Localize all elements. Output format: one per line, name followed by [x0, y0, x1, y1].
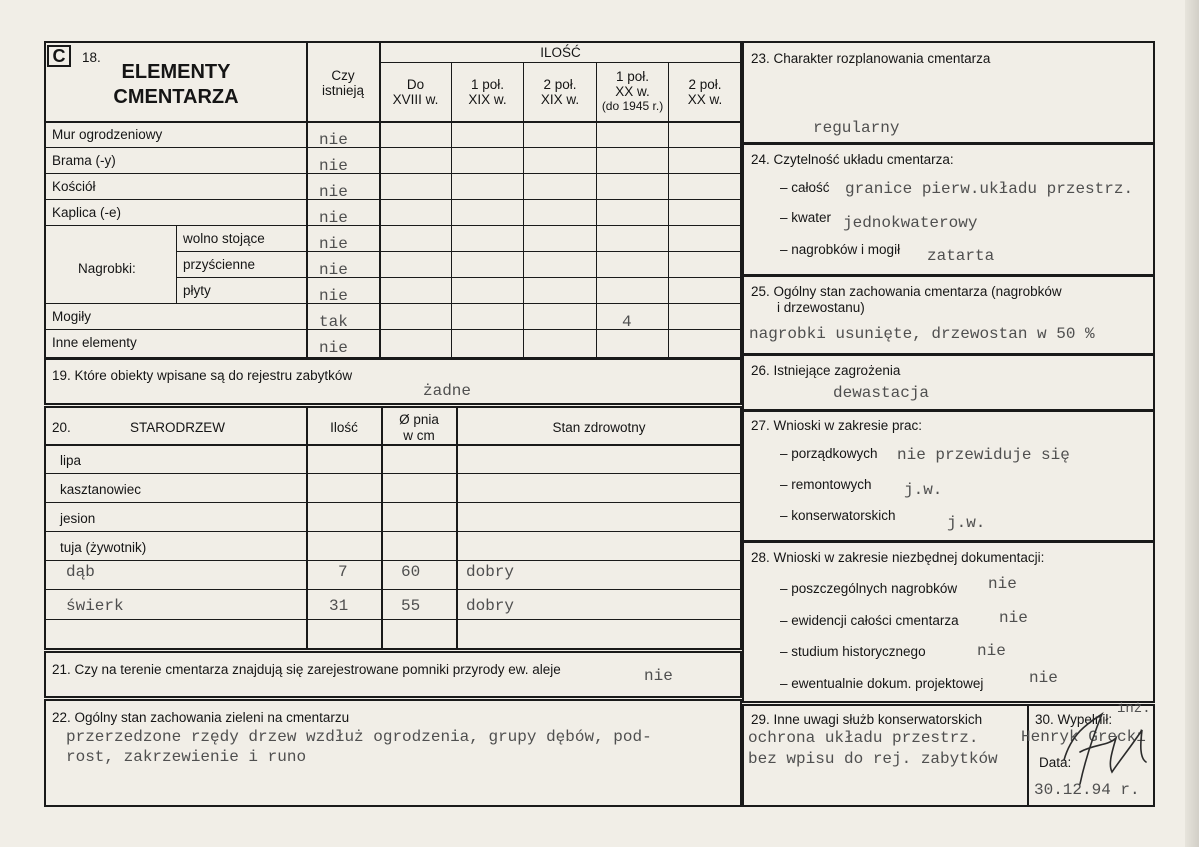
preservation-label-1: 25. Ogólny stan zachowania cmentarza (nagrobków — [751, 284, 1062, 299]
threats-value: dewastacja — [833, 384, 930, 402]
col-2pol-xix-2: XIX w. — [540, 92, 580, 107]
tree-kasztanowiec: kasztanowiec — [60, 482, 142, 497]
greenery-line-2: rost, zakrzewienie i runo — [66, 748, 307, 766]
nature-monuments-label: 21. Czy na terenie cmentarza znajdują się zarejestrowane pomniki przyrody ew. aleje — [52, 662, 561, 677]
work-konserwatorskie-label: – konserwatorskich — [780, 508, 896, 523]
row-label-przyscienne: przyścienne — [183, 257, 256, 272]
work-porzadkowe-value: nie przewiduje się — [897, 446, 1070, 464]
other-remarks-label: 29. Inne uwagi służb konserwatorskich — [751, 712, 983, 727]
nature-monuments-value: nie — [644, 667, 673, 685]
row-label-brama: Brama (-y) — [52, 153, 116, 168]
doc-studium-value: nie — [977, 642, 1006, 660]
documentation-label: 28. Wnioski w zakresie niezbędnej dokumentacji: — [751, 550, 1045, 565]
preservation-value: nagrobki usunięte, drzewostan w 50 % — [749, 325, 1095, 343]
value-plyty: nie — [319, 287, 348, 305]
date-label: Data: — [1039, 755, 1072, 770]
col-2pol-xx-2: XX w. — [687, 92, 723, 107]
col-1pol-xix-2: XIX w. — [468, 92, 507, 107]
value-mur: nie — [319, 131, 348, 149]
col-2pol-xx-1: 2 poł. — [688, 77, 722, 92]
work-konserwatorskie-value: j.w. — [947, 514, 986, 532]
tree-dab-name: dąb — [66, 563, 95, 581]
filled-by-title: inż. — [1117, 701, 1151, 717]
trees-col-pnia-1: Ø pnia — [399, 412, 439, 427]
col-1pol-xx-3: (do 1945 r.) — [601, 99, 664, 113]
other-remarks-line-1: ochrona układu przestrz. — [748, 729, 979, 747]
other-remarks-line-2: bez wpisu do rej. zabytków — [748, 750, 998, 768]
value-kosciol: nie — [319, 183, 348, 201]
row-label-mogily: Mogiły — [52, 309, 92, 324]
tree-tuja: tuja (żywotnik) — [60, 540, 147, 555]
tree-swierk-count: 31 — [329, 597, 349, 615]
work-remontowe-label: – remontowych — [780, 477, 872, 492]
ilosc-header: ILOŚĆ — [540, 45, 581, 60]
layout-character-label: 23. Charakter rozplanowania cmentarza — [751, 51, 991, 66]
tree-dab-state: dobry — [466, 563, 515, 581]
col-do-xviii-2: XVIII w. — [392, 92, 439, 107]
legibility-calosc-label: – całość — [780, 180, 830, 195]
section-number: 18. — [82, 50, 101, 65]
threats-label: 26. Istniejące zagrożenia — [751, 363, 901, 378]
value-inne: nie — [319, 339, 348, 357]
col-2pol-xix-1: 2 poł. — [543, 77, 577, 92]
col-do-xviii-1: Do — [406, 77, 425, 92]
doc-nagrobki-value: nie — [988, 575, 1017, 593]
czy-istnieja-1: Czy — [331, 68, 355, 83]
work-remontowe-value: j.w. — [904, 481, 943, 499]
section-title-1: ELEMENTY — [121, 61, 231, 83]
greenery-line-1: przerzedzone rzędy drzew wzdłuż ogrodzenia, grupy dębów, pod- — [66, 728, 652, 746]
row-label-kaplica: Kaplica (-e) — [52, 205, 122, 220]
filled-by-name: Henryk Grecki — [1021, 728, 1146, 746]
trees-col-ilosc: Ilość — [330, 420, 358, 435]
legibility-calosc-value: granice pierw.układu przestrz. — [845, 180, 1134, 198]
tree-swierk-name: świerk — [66, 597, 124, 615]
mogily-count: 4 — [622, 313, 632, 331]
tree-jesion: jesion — [60, 511, 96, 526]
row-label-nagrobki: Nagrobki: — [78, 261, 136, 276]
trees-number: 20. — [52, 420, 71, 435]
tree-dab-diameter: 60 — [401, 563, 421, 581]
doc-ewidencja-label: – ewidencji całości cmentarza — [780, 613, 959, 628]
section-letter-box: C — [47, 45, 71, 67]
signature — [1050, 700, 1160, 795]
tree-dab-count: 7 — [338, 563, 348, 581]
col-1pol-xix-1: 1 poł. — [470, 77, 505, 92]
work-conclusions-label: 27. Wnioski w zakresie prac: — [751, 418, 923, 433]
doc-projekt-value: nie — [1029, 669, 1058, 687]
value-mogily: tak — [319, 313, 348, 331]
doc-studium-label: – studium historycznego — [780, 644, 926, 659]
doc-nagrobki-label: – poszczególnych nagrobków — [780, 581, 958, 596]
row-label-inne: Inne elementy — [52, 335, 137, 350]
value-wolno-stojace: nie — [319, 235, 348, 253]
filled-by-label: 30. Wypełnił: — [1035, 712, 1113, 727]
legibility-kwater-value: jednokwaterowy — [843, 214, 978, 232]
registry-label: 19. Które obiekty wpisane są do rejestru zabytków — [52, 368, 353, 383]
card-edge — [1185, 0, 1199, 847]
tree-lipa: lipa — [60, 453, 82, 468]
doc-projekt-label: – ewentualnie dokum. projektowej — [780, 676, 984, 691]
legibility-nagrobki-value: zatarta — [927, 247, 995, 265]
col-1pol-xx-1: 1 poł. — [615, 69, 650, 84]
tree-swierk-state: dobry — [466, 597, 515, 615]
value-kaplica: nie — [319, 209, 348, 227]
trees-col-pnia-2: w cm — [403, 428, 435, 443]
tree-swierk-diameter: 55 — [401, 597, 421, 615]
date-value: 30.12.94 r. — [1034, 781, 1140, 799]
legibility-nagrobki-label: – nagrobków i mogił — [780, 242, 901, 257]
row-label-plyty: płyty — [183, 283, 211, 298]
preservation-label-2: i drzewostanu) — [777, 300, 865, 315]
trees-col-stan: Stan zdrowotny — [552, 420, 646, 435]
registry-value: żadne — [423, 382, 472, 400]
col-1pol-xx-2: XX w. — [615, 84, 650, 99]
work-porzadkowe-label: – porządkowych — [780, 446, 878, 461]
row-label-kosciol: Kościół — [52, 179, 96, 194]
layout-legibility-label: 24. Czytelność układu cmentarza: — [751, 152, 954, 167]
czy-istnieja-2: istnieją — [321, 83, 365, 98]
section-title-2: CMENTARZA — [113, 86, 239, 108]
row-label-wolno-stojace: wolno stojące — [183, 231, 265, 246]
value-przyscienne: nie — [319, 261, 348, 279]
layout-character-value: regularny — [813, 119, 900, 137]
trees-title: STARODRZEW — [130, 420, 225, 435]
greenery-label: 22. Ogólny stan zachowania zieleni na cmentarzu — [52, 710, 350, 725]
legibility-kwater-label: – kwater — [780, 210, 832, 225]
row-label-mur: Mur ogrodzeniowy — [52, 127, 163, 142]
value-brama: nie — [319, 157, 348, 175]
doc-ewidencja-value: nie — [999, 609, 1028, 627]
